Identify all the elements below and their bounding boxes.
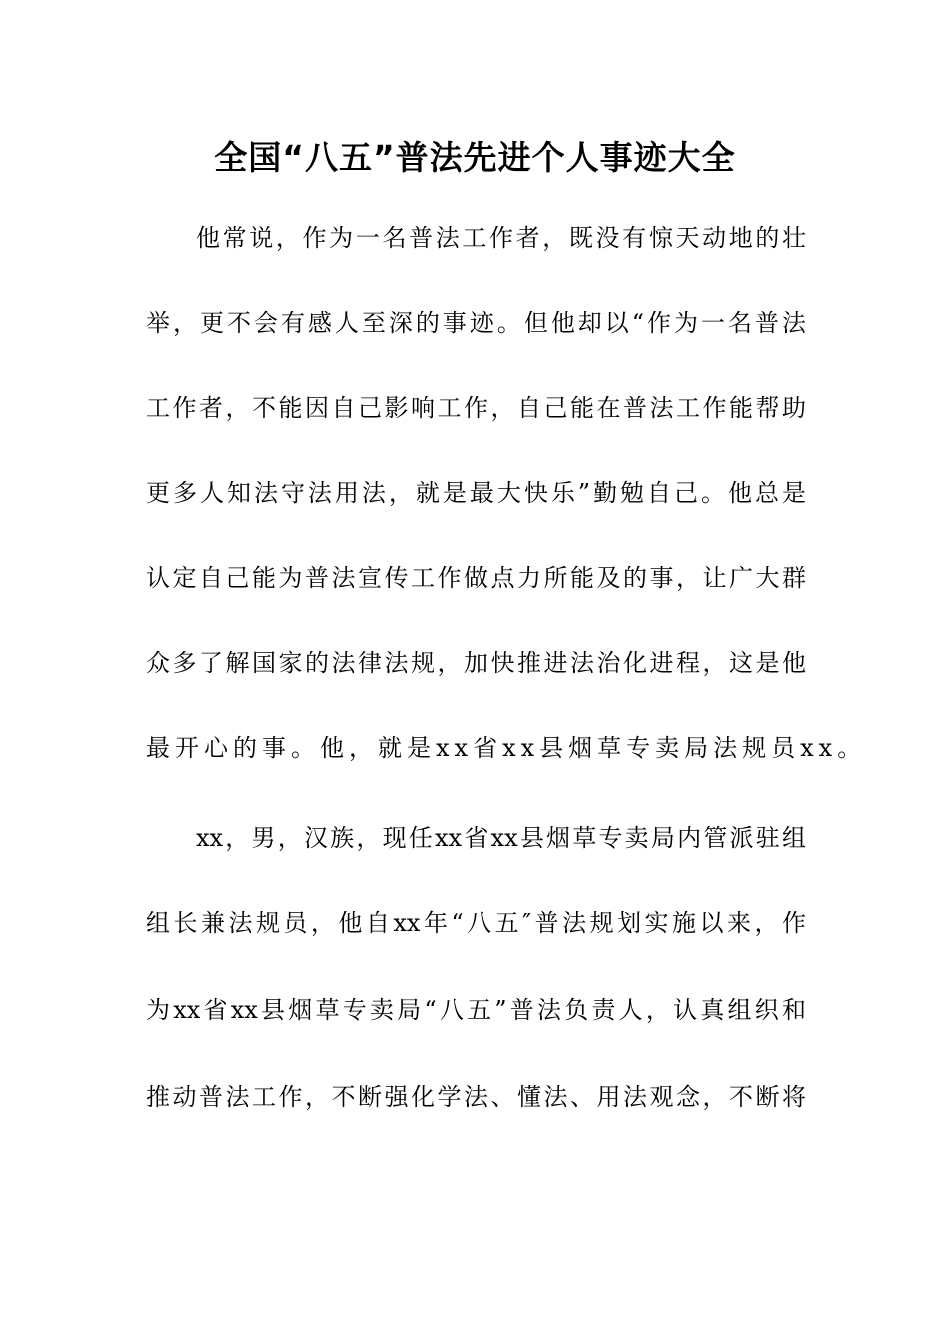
paragraph-line: 更多人知法守法用法，就是最大快乐”勤勉自己。他总是 xyxy=(146,479,806,507)
paragraph-line: 举，更不会有感人至深的事迹。但他却以“作为一名普法 xyxy=(146,309,806,337)
paragraph-line: 工作者，不能因自己影响工作，自己能在普法工作能帮助 xyxy=(146,394,806,422)
paragraph-line: xx，男，汉族，现任xx省xx县烟草专卖局内管派驻组 xyxy=(196,824,806,852)
document-title: 全国“八五”普法先进个人事迹大全 xyxy=(214,138,736,177)
paragraph-line: 众多了解国家的法律法规，加快推进法治化进程，这是他 xyxy=(146,649,806,677)
paragraph-line: 为xx省xx县烟草专卖局“八五”普法负责人，认真组织和 xyxy=(146,996,806,1024)
paragraph-line: 最开心的事。他，就是xx省xx县烟草专卖局法规员xx。 xyxy=(146,734,867,762)
paragraph-line: 认定自己能为普法宣传工作做点力所能及的事，让广大群 xyxy=(146,564,806,592)
paragraph-line: 推动普法工作，不断强化学法、懂法、用法观念，不断将 xyxy=(146,1083,806,1111)
paragraph-line: 他常说，作为一名普法工作者，既没有惊天动地的壮 xyxy=(196,224,806,252)
paragraph-line: 组长兼法规员，他自xx年“八五″普法规划实施以来，作 xyxy=(146,909,806,937)
